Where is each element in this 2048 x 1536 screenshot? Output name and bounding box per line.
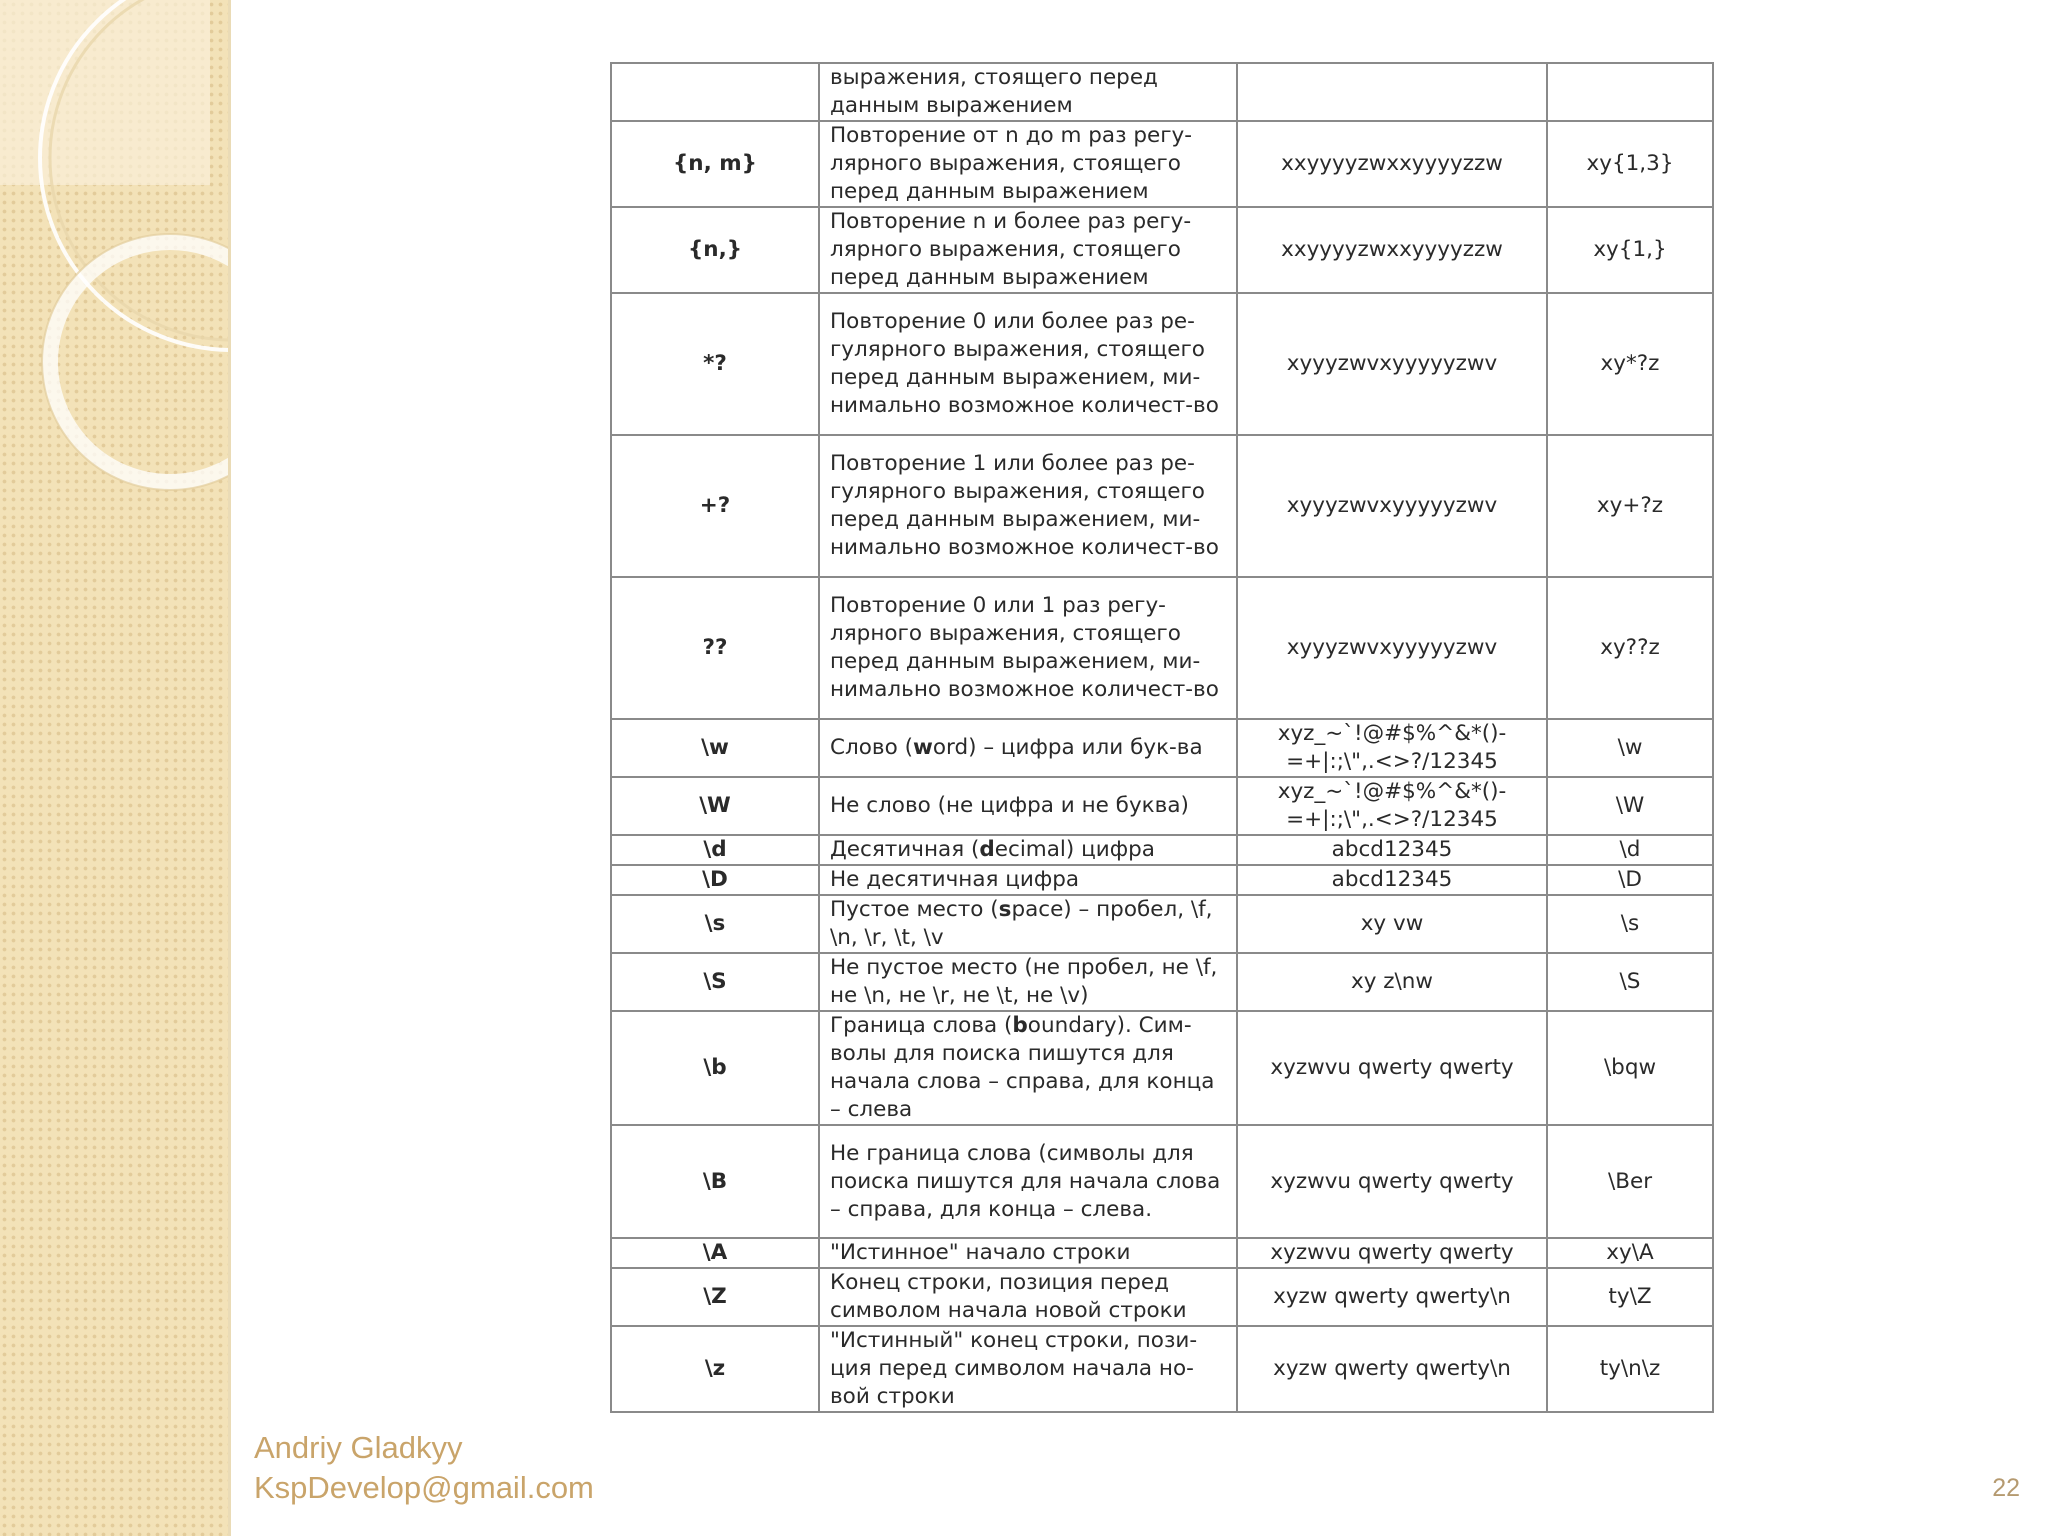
example-cell: xyzwvu qwerty qwerty [1237, 1125, 1547, 1238]
example-cell: xyzwvu qwerty qwerty [1237, 1238, 1547, 1268]
table-row [611, 63, 1713, 121]
description-cell [819, 895, 1237, 953]
description-cell [819, 1268, 1237, 1326]
pattern-cell: xy\A [1547, 1238, 1713, 1268]
description-text: Слово ( [830, 735, 913, 760]
description-cell [819, 1326, 1237, 1412]
description-text: Повторение n и более раз регу-лярного выражения, стоящего перед данным выражением [830, 209, 1192, 290]
pattern-cell: \w [1547, 719, 1713, 777]
description-cell [819, 207, 1237, 293]
pattern-cell: \W [1547, 777, 1713, 835]
description-cell [819, 865, 1237, 895]
description-cell [819, 953, 1237, 1011]
symbol-cell: \Z [611, 1268, 819, 1326]
pattern-cell: \bqw [1547, 1011, 1713, 1125]
table-row [611, 207, 1713, 293]
example-cell: abcd12345 [1237, 835, 1547, 865]
table-row [611, 865, 1713, 895]
description-text: Не граница слова (символы для поиска пишутся для начала слова – справа, для конца – слева. [830, 1140, 1221, 1222]
description-text: Повторение 1 или более раз ре-гулярного выражения, стоящего перед данным выражением, ми-нимально возможное количест-во [830, 451, 1219, 560]
description-cell [819, 63, 1237, 121]
symbol-cell: \A [611, 1238, 819, 1268]
table-row [611, 1238, 1713, 1268]
description-cell [819, 293, 1237, 435]
table-row [611, 953, 1713, 1011]
description-emphasis: b [1012, 1013, 1028, 1038]
pattern-cell: \d [1547, 835, 1713, 865]
description-emphasis: d [979, 837, 995, 862]
pattern-cell: xy*?z [1547, 293, 1713, 435]
symbol-cell: \z [611, 1326, 819, 1412]
description-cell [819, 835, 1237, 865]
table-row [611, 1011, 1713, 1125]
decorative-sidebar [0, 0, 231, 1536]
description-cell [819, 777, 1237, 835]
regex-table-body [611, 63, 1713, 1412]
description-text: oundary). Сим-волы для поиска пишутся для начала слова – справа, для конца – слева [830, 1013, 1215, 1122]
description-cell [819, 577, 1237, 719]
table-row [611, 1326, 1713, 1412]
decorative-rings [0, 0, 228, 520]
regex-table [610, 62, 1714, 1413]
symbol-cell: ?? [611, 577, 819, 719]
pattern-cell [1547, 63, 1713, 121]
example-cell: xyz_~`!@#$%^&*()-=+|:;\",.<>?/12345 [1237, 777, 1547, 835]
page-number: 22 [1992, 1474, 2020, 1502]
small-ring-edge [42, 234, 228, 490]
description-text: выражения, стоящего перед данным выражением [830, 65, 1158, 118]
description-text: pace) – пробел, \f, \n, \r, \t, \v [830, 897, 1213, 950]
symbol-cell: \D [611, 865, 819, 895]
symbol-cell: \d [611, 835, 819, 865]
example-cell: xyzwvu qwerty qwerty [1237, 1011, 1547, 1125]
pattern-cell: xy{1,3} [1547, 121, 1713, 207]
small-ring [50, 242, 228, 482]
example-cell: xyzw qwerty qwerty\n [1237, 1326, 1547, 1412]
description-cell [819, 1125, 1237, 1238]
description-cell [819, 719, 1237, 777]
example-cell: xxyyyyzwxxyyyyzzw [1237, 121, 1547, 207]
description-emphasis: w [912, 735, 933, 760]
example-cell: xy z\nw [1237, 953, 1547, 1011]
table-row [611, 719, 1713, 777]
symbol-cell: {n,} [611, 207, 819, 293]
symbol-cell: {n, m} [611, 121, 819, 207]
description-cell [819, 121, 1237, 207]
pattern-cell: \s [1547, 895, 1713, 953]
example-cell [1237, 63, 1547, 121]
example-cell: xyyyzwvxyyyyyzwv [1237, 293, 1547, 435]
pattern-cell: \S [1547, 953, 1713, 1011]
description-text: "Истинное" начало строки [830, 1240, 1131, 1265]
pattern-cell: \Ber [1547, 1125, 1713, 1238]
description-emphasis: s [998, 897, 1012, 922]
description-text: ecimal) цифра [994, 837, 1155, 862]
author-name: Andriy Gladkyy [254, 1430, 463, 1465]
description-text: Не десятичная цифра [830, 867, 1080, 892]
pattern-cell: ty\Z [1547, 1268, 1713, 1326]
description-text: Конец строки, позиция перед символом начала новой строки [830, 1270, 1187, 1323]
description-text: Не слово (не цифра и не буква) [830, 793, 1189, 818]
description-text: Повторение 0 или более раз ре-гулярного выражения, стоящего перед данным выражением, ми-нимально возможное количест-во [830, 309, 1219, 418]
description-cell [819, 435, 1237, 577]
description-text: Десятичная ( [830, 837, 980, 862]
table-row [611, 577, 1713, 719]
description-text: ord) – цифра или бук-ва [932, 735, 1203, 760]
description-text: Не пустое место (не пробел, не \f, не \n, не \r, не \t, не \v) [830, 955, 1218, 1008]
pattern-cell: xy??z [1547, 577, 1713, 719]
symbol-cell: \W [611, 777, 819, 835]
example-cell: xyz_~`!@#$%^&*()-=+|:;\",.<>?/12345 [1237, 719, 1547, 777]
example-cell: xyyyzwvxyyyyyzwv [1237, 577, 1547, 719]
example-cell: abcd12345 [1237, 865, 1547, 895]
pattern-cell: \D [1547, 865, 1713, 895]
example-cell: xy vw [1237, 895, 1547, 953]
table-row [611, 435, 1713, 577]
table-row [611, 1268, 1713, 1326]
symbol-cell: *? [611, 293, 819, 435]
example-cell: xxyyyyzwxxyyyyzzw [1237, 207, 1547, 293]
symbol-cell: \s [611, 895, 819, 953]
example-cell: xyzw qwerty qwerty\n [1237, 1268, 1547, 1326]
description-text: "Истинный" конец строки, пози-ция перед символом начала но-вой строки [830, 1328, 1198, 1409]
description-text: Повторение 0 или 1 раз регу-лярного выражения, стоящего перед данным выражением, ми-нимально возможное количест-во [830, 593, 1219, 702]
description-cell [819, 1011, 1237, 1125]
author-block [254, 1428, 594, 1508]
example-cell: xyyyzwvxyyyyyzwv [1237, 435, 1547, 577]
pattern-cell: xy+?z [1547, 435, 1713, 577]
symbol-cell: \b [611, 1011, 819, 1125]
table-row [611, 1125, 1713, 1238]
table-row [611, 293, 1713, 435]
pattern-cell: ty\n\z [1547, 1326, 1713, 1412]
symbol-cell: \w [611, 719, 819, 777]
symbol-cell: +? [611, 435, 819, 577]
table-row [611, 121, 1713, 207]
description-text: Граница слова ( [830, 1013, 1013, 1038]
author-email: KspDevelop@gmail.com [254, 1470, 594, 1505]
symbol-cell [611, 63, 819, 121]
description-text: Пустое место ( [830, 897, 999, 922]
table-row [611, 835, 1713, 865]
description-text: Повторение от n до m раз регу-лярного выражения, стоящего перед данным выражением [830, 123, 1192, 204]
description-cell [819, 1238, 1237, 1268]
pattern-cell: xy{1,} [1547, 207, 1713, 293]
table-row [611, 895, 1713, 953]
symbol-cell: \B [611, 1125, 819, 1238]
table-row [611, 777, 1713, 835]
symbol-cell: \S [611, 953, 819, 1011]
